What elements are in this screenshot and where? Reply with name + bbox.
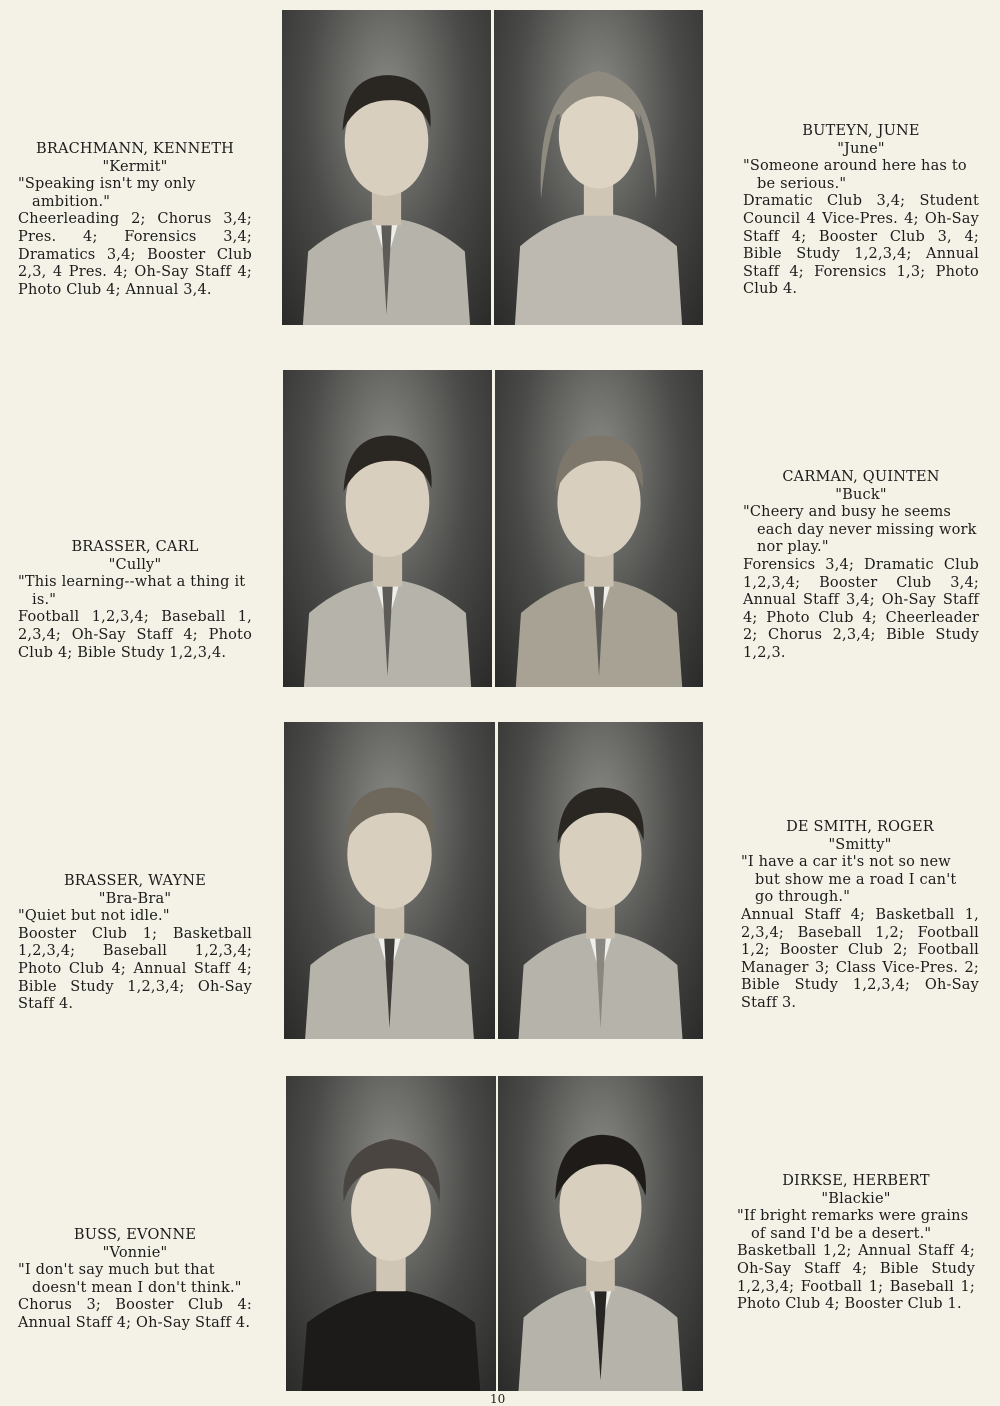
student-quote: "Speaking isn't my only ambition." <box>18 176 196 210</box>
student-nickname: "Cully" <box>108 556 162 573</box>
student-activities: Forensics 3,4; Dramatic Club 1,2,3,4; Booster Club 3,4; Annual Staff 3,4; Oh-Say Staff 4; Photo Club 4; Cheerleader 2; Chorus 2,3,4; Bible Study 1,2,3. <box>743 556 979 661</box>
student-caption <box>18 1227 252 1333</box>
student-photo <box>282 10 491 325</box>
student-nickname: "Bra-Bra" <box>98 890 172 907</box>
student-quote: "Someone around here has to be serious." <box>743 158 967 192</box>
student-quote: "I have a car it's not so new but show me a road I can't go through." <box>741 854 957 906</box>
student-nickname: "Kermit" <box>102 158 168 175</box>
student-caption <box>18 539 252 662</box>
student-activities: Cheerleading 2; Chorus 3,4; Pres. 4; Forensics 3,4; Dramatics 3,4; Booster Club 2,3, 4 Pres. 4; Oh-Say Staff 4; Photo Club 4; Annual 3,4. <box>18 211 252 298</box>
student-photo <box>498 722 703 1039</box>
student-name: BUTEYN, JUNE <box>802 123 920 139</box>
student-caption <box>743 123 979 299</box>
student-activities: Annual Staff 4; Basketball 1, 2,3,4; Baseball 1,2; Football 1,2; Booster Club 2; Football Manager 3; Class Vice-Pres. 2; Bible Study 1,2,3,4; Oh-Say Staff 3. <box>741 906 979 1011</box>
student-activities: Football 1,2,3,4; Baseball 1, 2,3,4; Oh-Say Staff 4; Photo Club 4; Bible Study 1,2,3,4. <box>18 609 252 661</box>
male-portrait-icon <box>283 370 492 687</box>
student-name: BRASSER, WAYNE <box>63 873 207 889</box>
student-caption <box>743 469 979 663</box>
student-photo <box>284 722 495 1039</box>
student-photo <box>494 10 703 325</box>
student-name: BRACHMANN, KENNETH <box>35 141 235 157</box>
female-portrait-icon <box>494 10 703 325</box>
male-portrait-icon <box>498 1076 703 1391</box>
student-caption <box>741 819 979 1013</box>
student-name: BRASSER, CARL <box>71 539 199 555</box>
student-activities: Basketball 1,2; Annual Staff 4; Oh-Say Staff 4; Bible Study 1,2,3,4; Football 1; Baseball 1; Photo Club 4; Booster Club 1. <box>737 1243 975 1313</box>
student-photo <box>286 1076 496 1391</box>
student-nickname: "Buck" <box>835 486 887 503</box>
student-nickname: "Blackie" <box>821 1190 891 1207</box>
student-photo <box>283 370 492 687</box>
student-name: DE SMITH, ROGER <box>786 819 934 835</box>
student-nickname: "Smitty" <box>828 836 892 853</box>
student-photo <box>498 1076 703 1391</box>
student-quote: "This learning--what a thing it is." <box>18 574 246 608</box>
male-portrait-icon <box>495 370 703 687</box>
student-nickname: "Vonnie" <box>102 1244 168 1261</box>
male-portrait-icon <box>282 10 491 325</box>
student-activities: Dramatic Club 3,4; Student Council 4 Vice-Pres. 4; Oh-Say Staff 4; Booster Club 3, 4; Bible Study 1,2,3,4; Annual Staff 4; Forensics 1,3; Photo Club 4. <box>743 193 979 298</box>
male-portrait-icon <box>284 722 495 1039</box>
student-caption <box>737 1173 975 1314</box>
student-quote: "If bright remarks were grains of sand I'd be a desert." <box>737 1208 969 1242</box>
student-quote: "Quiet but not idle." <box>18 908 170 925</box>
female-portrait-icon <box>286 1076 496 1391</box>
page-number: 10 <box>490 1392 506 1406</box>
student-activities: Booster Club 1; Basketball 1,2,3,4; Baseball 1,2,3,4; Photo Club 4; Annual Staff 4; Bible Study 1,2,3,4; Oh-Say Staff 4. <box>18 925 252 1013</box>
student-caption <box>18 141 252 299</box>
male-portrait-icon <box>498 722 703 1039</box>
student-name: CARMAN, QUINTEN <box>782 469 940 485</box>
student-photo <box>495 370 703 687</box>
student-name: DIRKSE, HERBERT <box>782 1173 930 1189</box>
student-caption <box>18 873 252 1014</box>
student-activities: Chorus 3; Booster Club 4: Annual Staff 4; Oh-Say Staff 4. <box>18 1297 252 1331</box>
student-nickname: "June" <box>837 140 885 157</box>
student-name: BUSS, EVONNE <box>73 1227 197 1243</box>
student-quote: "I don't say much but that doesn't mean I don't think." <box>18 1262 242 1296</box>
student-quote: "Cheery and busy he seems each day never missing work nor play." <box>743 504 977 556</box>
